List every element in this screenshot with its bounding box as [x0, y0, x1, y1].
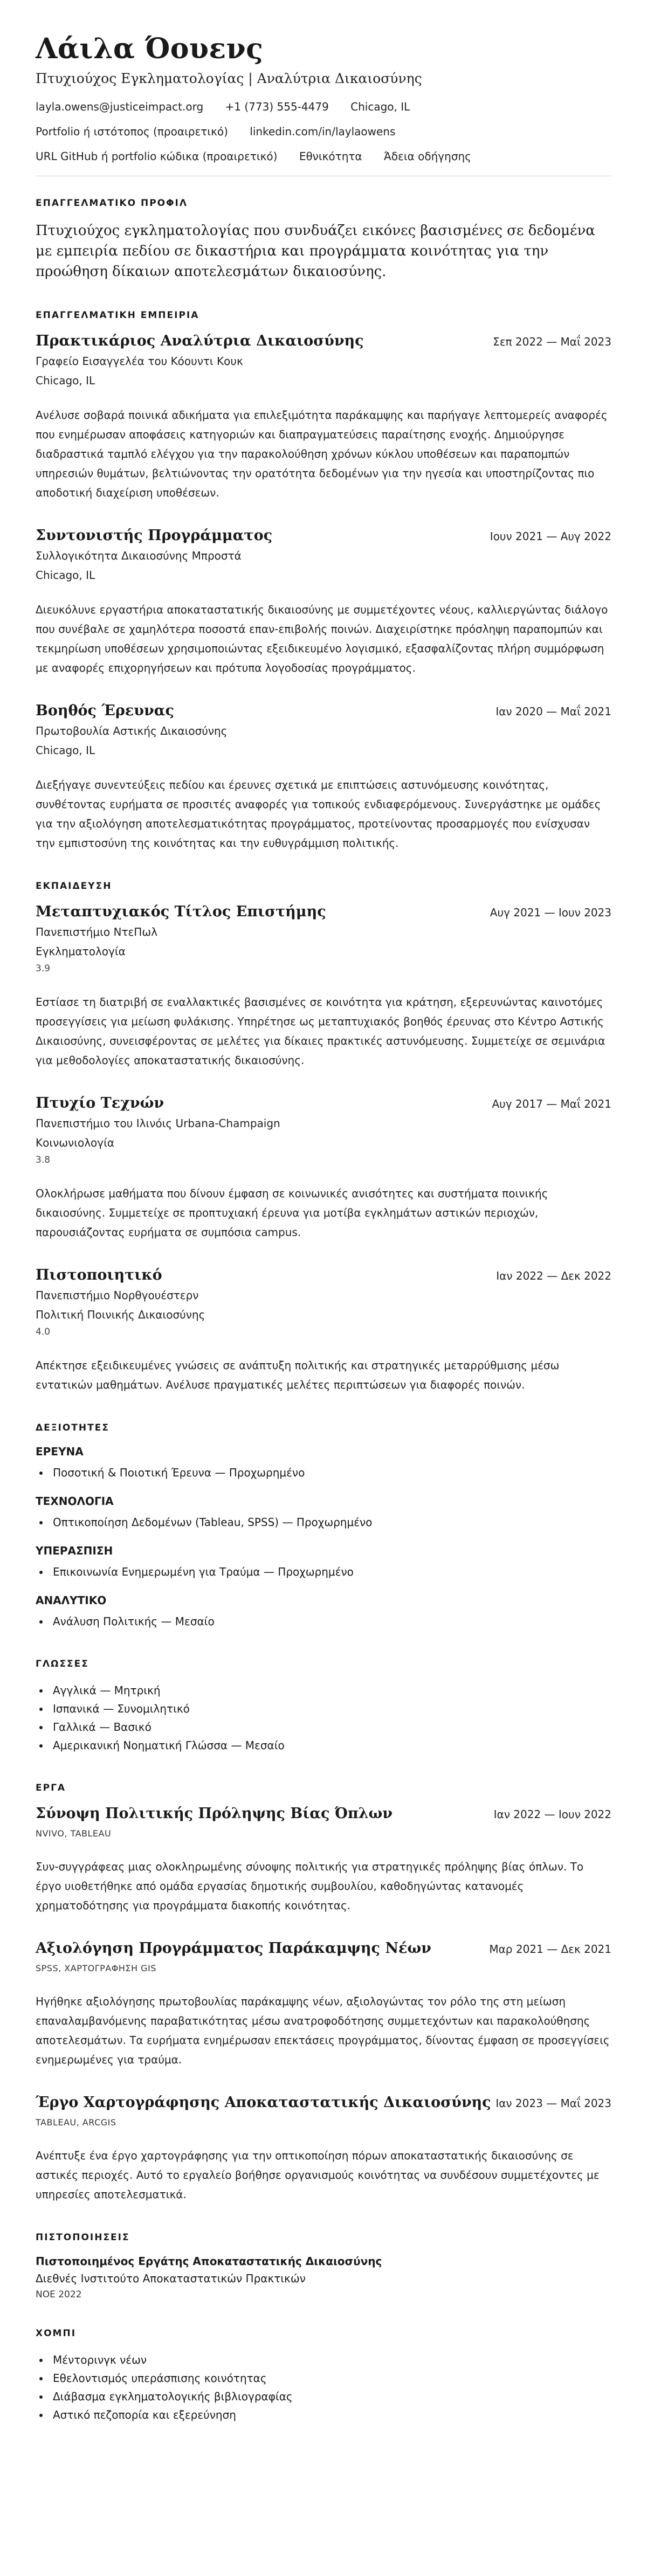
language-item: • Ισπανικά — Συνομιλητικό [50, 1700, 611, 1718]
job-location: Chicago, IL [36, 374, 95, 387]
project-entry-head [36, 1805, 611, 1822]
degree-school: Πανεπιστήμιο ΝτεΠωλ [36, 926, 157, 938]
skill-item: • Ανάλυση Πολιτικής — Μεσαίο [50, 1612, 611, 1631]
experience-section [36, 310, 611, 853]
education-section-title: ΕΚΠΑΙΔΕΥΣΗ [36, 881, 112, 892]
experience-entry [36, 527, 611, 678]
hobby-item: • Διάβασμα εγκληματολογικής βιβλιογραφίας [50, 2387, 611, 2406]
project-entry-head [36, 1940, 611, 1957]
certification-entry [36, 2255, 611, 2300]
language-item: • Γαλλικά — Βασικό [50, 1718, 611, 1736]
degree-date: Αυγ 2017 — Μαΐ 2021 [492, 1097, 611, 1110]
language-item: • Αγγλικά — Μητρική [50, 1681, 611, 1700]
skill-list [36, 1513, 611, 1531]
certification-date: ΝΟΕ 2022 [36, 2289, 82, 2300]
certification-issuer: Διεθνές Ινστιτούτο Αποκαταστατικών Πρακτικών [36, 2272, 306, 2285]
skill-item: • Οπτικοποίηση Δεδομένων (Tableau, SPSS) — Προχωρημένο [50, 1513, 611, 1531]
hobby-item: • Εθελοντισμός υπεράσπισης κοινότητας [50, 2369, 611, 2387]
skill-category: ΕΡΕΥΝΑ [36, 1445, 84, 1458]
job-date: Ιαν 2020 — Μαΐ 2021 [495, 705, 611, 718]
hobby-item: • Αστικό πεζοπορία και εξερεύνηση [50, 2406, 611, 2424]
education-entry [36, 903, 611, 1070]
project-date: Μαρ 2021 — Δεκ 2021 [489, 1943, 611, 1956]
project-date: Ιαν 2022 — Ιουν 2022 [493, 1808, 611, 1821]
project-description: Συν-συγγράφεας μιας ολοκληρωμένης σύνοψης πολιτικής για στρατηγικές πρόληψης βίας όπλων. Το έργο υιοθετήθηκε από ομάδα εργασίας δημοτικής συμβουλίου, καθοδηγώντας κατανομές χρηματοδότησης για προγράμματα διακοπής κοινότητας. [36, 1860, 584, 1912]
degree-field: Πολιτική Ποινικής Δικαιοσύνης [36, 1308, 205, 1321]
degree-gpa: 4.0 [36, 1327, 51, 1337]
education-section [36, 881, 611, 1394]
candidate-name: Λάιλα Όουενς [36, 32, 264, 65]
contact-github[interactable]: URL GitHub ή portfolio κώδικα (προαιρετικό) [36, 150, 278, 163]
profile-summary: Πτυχιούχος εγκληματολογίας που συνδυάζει εικόνες βασισμένες σε δεδομένα με εμπειρία πεδίου σε δικαστήρια και προγράμματα κοινότητας για την προώθηση δίκαιων αποτελεσμάτων δικαιοσύνης. [36, 223, 595, 280]
job-title: Συντονιστής Προγράμματος [36, 527, 273, 544]
skills-section-title: ΔΕΞΙΟΤΗΤΕΣ [36, 1422, 109, 1433]
hobby-item: • Μέντορινγκ νέων [50, 2351, 611, 2369]
degree-field: Εγκληματολογία [36, 945, 126, 958]
degree-gpa: 3.8 [36, 1155, 51, 1165]
education-entry-head [36, 903, 611, 920]
job-organization: Γραφείο Εισαγγελέα του Κόουντι Κουκ [36, 355, 243, 368]
contact-portfolio[interactable]: Portfolio ή ιστότοπος (προαιρετικό) [36, 125, 228, 138]
project-entry [36, 1805, 611, 1915]
skill-category: ΤΕΧΝΟΛΟΓΙΑ [36, 1495, 114, 1508]
degree-date: Αυγ 2021 — Ιουν 2023 [490, 906, 611, 919]
skill-category: ΥΠΕΡΑΣΠΙΣΗ [36, 1544, 113, 1557]
projects-section [36, 1783, 611, 2204]
certifications-section [36, 2232, 611, 2300]
skill-category: ΑΝΑΛΥΤΙΚΟ [36, 1594, 107, 1607]
skill-list [36, 1463, 611, 1482]
hobbies-section [36, 2328, 611, 2424]
contact-nationality: Εθνικότητα [299, 150, 362, 163]
contact-license: Άδεια οδήγησης [383, 150, 471, 163]
job-organization: Πρωτοβουλία Αστικής Δικαιοσύνης [36, 724, 228, 737]
experience-entry-head [36, 333, 611, 349]
experience-entry-head [36, 702, 611, 719]
education-entry-head [36, 1267, 611, 1283]
projects-section-title: ΕΡΓΑ [36, 1783, 66, 1793]
project-description: Ηγήθηκε αξιολόγησης πρωτοβουλίας παράκαμψης νέων, αξιολογώντας τον ρόλο της στη μείωση επαναλαμβανόμενης παραβατικότητας μέσω ανατροφοδότησης συμμετεχόντων και παρακολούθησης αποτελεσμάτων. Τα ευρήματα ενημέρωσαν επεκτάσεις προγράμματος, δίνοντας έμφαση σε προσεγγίσεις ενημερωμένες για τραύμα. [36, 1995, 610, 2066]
degree-description: Απέκτησε εξειδικευμένες γνώσεις σε ανάπτυξη πολιτικής και στρατηγικές μεταρρύθμισης μέσω εντατικών μαθημάτων. Ανέλυσε πραγματικές μελέτες περιπτώσεων για διαφορές ποινών. [36, 1359, 560, 1391]
skill-item: • Ποσοτική & Ποιοτική Έρευνα — Προχωρημένο [50, 1463, 611, 1482]
language-item: • Αμερικανική Νοηματική Γλώσσα — Μεσαίο [50, 1736, 611, 1755]
project-entry [36, 2094, 611, 2204]
certifications-section-title: ΠΙΣΤΟΠΟΙΗΣΕΙΣ [36, 2232, 130, 2243]
resume-header [36, 32, 611, 163]
job-date: Σεπ 2022 — Μαΐ 2023 [493, 335, 611, 348]
job-description: Διεξήγαγε συνεντεύξεις πεδίου και έρευνες σχετικά με επιπτώσεις αστυνόμευσης κοινότητας, συνθέτοντας ευρήματα σε προσιτές αναφορές για τοπικούς ενδιαφερόμενους. Συνεργάστηκε με ομάδες για την αξιολόγηση αποτελεσματικότητας προγράμματος, προτείνοντας προσαρμογές που ενίσχυσαν την εμπιστοσύνη της κοινότητας και την ευθυγράμμιση πολιτικής. [36, 778, 601, 850]
job-description: Διευκόλυνε εργαστήρια αποκαταστατικής δικαιοσύνης με συμμετέχοντες νέους, καλλιεργώντας διάλογο που συνέβαλε σε χαμηλότερα ποσοστά επαν-επιβολής ποινών. Διαχειρίστηκε πρόσληψη παραπομπών και τεκμηρίωση υποθέσεων χρησιμοποιώντας εξειδικευμένο λογισμικό, εξασφαλίζοντας πλήρη συμμόρφωση με αναφορές επιχορηγήσεων και πρότυπα λογοδοσίας προγράμματος. [36, 603, 608, 674]
skill-list [36, 1563, 611, 1581]
education-entry [36, 1267, 611, 1394]
degree-gpa: 3.9 [36, 963, 51, 974]
experience-entry [36, 702, 611, 853]
degree-title: Πτυχίο Τεχνών [36, 1095, 164, 1111]
degree-description: Ολοκλήρωσε μαθήματα που δίνουν έμφαση σε κοινωνικές ανισότητες και συστήματα ποινικής δικαιοσύνης. Συμμετείχε σε προπτυχιακή έρευνα για μοτίβα εγκλημάτων αστικών περιοχών, παρουσιάζοντας ευρήματα σε συμπόσια campus. [36, 1187, 548, 1239]
project-tech: TABLEAU, ARCGIS [36, 2117, 116, 2128]
skill-item: • Επικοινωνία Ενημερωμένη για Τραύμα — Προχωρημένο [50, 1563, 611, 1581]
project-title: Έργο Χαρτογράφησης Αποκαταστατικής Δικαιοσύνης [36, 2094, 491, 2111]
job-location: Chicago, IL [36, 569, 95, 582]
experience-section-title: ΕΠΑΓΓΕΛΜΑΤΙΚΗ ΕΜΠΕΙΡΙΑ [36, 310, 199, 321]
contact-row-2 [36, 125, 611, 138]
project-entry [36, 1940, 611, 2069]
hobbies-section-title: ΧΟΜΠΙ [36, 2328, 77, 2339]
contact-row-1 [36, 100, 611, 113]
contact-phone[interactable]: +1 (773) 555-4479 [225, 100, 329, 113]
degree-description: Εστίασε τη διατριβή σε εναλλακτικές βασισμένες σε κοινότητα για κράτηση, εξερευνώντας καινοτόμες προσεγγίσεις για μείωση φυλάκισης. Υπηρέτησε ως μεταπτυχιακός βοηθός έρευνας στο Κέντρο Αστικής Δικαιοσύνης, συνεισφέροντας σε μελέτες για δίκαιες πρακτικές αστυνόμευσης. Συμμετείχε σε σεμινάρια για μεθοδολογίες αποκαταστατικής δικαιοσύνης. [36, 996, 605, 1067]
experience-entry-head [36, 527, 611, 544]
experience-entry [36, 333, 611, 502]
language-list [36, 1681, 611, 1755]
contact-email[interactable]: layla.owens@justiceimpact.org [36, 100, 204, 113]
education-entry-head [36, 1095, 611, 1111]
job-location: Chicago, IL [36, 744, 95, 757]
degree-school: Πανεπιστήμιο Νορθγουέστερν [36, 1289, 199, 1302]
degree-school: Πανεπιστήμιο του Ιλινόις Urbana-Champaign [36, 1117, 280, 1130]
job-description: Ανέλυσε σοβαρά ποινικά αδικήματα για επιλεξιμότητα παράκαμψης και παρήγαγε λεπτομερείς αναφορές που ενημέρωσαν αποφάσεις κατηγοριών και διαπραγματεύσεις παραίτησης ενοχής. Δημιούργησε διαδραστικά ταμπλό ελέγχου για την παρακολούθηση χρόνων κύκλου υποθέσεων και παραπομπών υπηρεσιών θυμάτων, βελτιώνοντας την ορατότητα δεδομένων για την ηγεσία και υποστηρίζοντας πιο αποδοτική διαχείριση υποθέσεων. [36, 409, 608, 499]
languages-section-title: ΓΛΩΣΣΕΣ [36, 1659, 89, 1669]
project-title: Σύνοψη Πολιτικής Πρόληψης Βίας Όπλων [36, 1805, 393, 1822]
project-entry-head [36, 2094, 611, 2111]
degree-title: Μεταπτυχιακός Τίτλος Επιστήμης [36, 903, 326, 920]
project-description: Ανέπτυξε ένα έργο χαρτογράφησης για την οπτικοποίηση πόρων αποκαταστατικής δικαιοσύνης σε αστικές περιοχές. Αυτό το εργαλείο βοήθησε οργανισμούς κοινότητας να συνδέσουν συμμετέχοντες με υπηρεσίες αποτελεσματικά. [36, 2149, 600, 2201]
contact-location: Chicago, IL [350, 100, 410, 113]
skills-section [36, 1422, 611, 1631]
project-date: Ιαν 2023 — Μαΐ 2023 [495, 2097, 611, 2110]
certification-name: Πιστοποιημένος Εργάτης Αποκαταστατικής Δικαιοσύνης [36, 2255, 382, 2268]
skill-list [36, 1612, 611, 1631]
languages-section [36, 1659, 611, 1755]
project-title: Αξιολόγηση Προγράμματος Παράκαμψης Νέων [36, 1940, 431, 1957]
education-entry [36, 1095, 611, 1242]
candidate-headline: Πτυχιούχος Εγκληματολογίας | Αναλύτρια Δικαιοσύνης [36, 71, 422, 86]
job-date: Ιουν 2021 — Αυγ 2022 [490, 530, 611, 543]
profile-section-title: ΕΠΑΓΓΕΛΜΑΤΙΚΟ ΠΡΟΦΙΛ [36, 198, 188, 209]
project-tech: NVIVO, TABLEAU [36, 1828, 112, 1839]
contact-row-3 [36, 150, 611, 163]
degree-date: Ιαν 2022 — Δεκ 2022 [496, 1269, 611, 1282]
degree-field: Κοινωνιολογία [36, 1136, 115, 1149]
profile-section [36, 198, 611, 282]
degree-title: Πιστοποιητικό [36, 1267, 162, 1283]
project-tech: SPSS, ΧΑΡΤΟΓΡΑΦΗΣΗ GIS [36, 1963, 156, 1973]
contact-linkedin[interactable]: linkedin.com/in/laylaowens [250, 125, 396, 138]
hobby-list [36, 2351, 611, 2424]
job-title: Πρακτικάριος Αναλύτρια Δικαιοσύνης [36, 333, 364, 349]
job-title: Βοηθός Έρευνας [36, 702, 174, 719]
job-organization: Συλλογικότητα Δικαιοσύνης Μπροστά [36, 549, 242, 562]
